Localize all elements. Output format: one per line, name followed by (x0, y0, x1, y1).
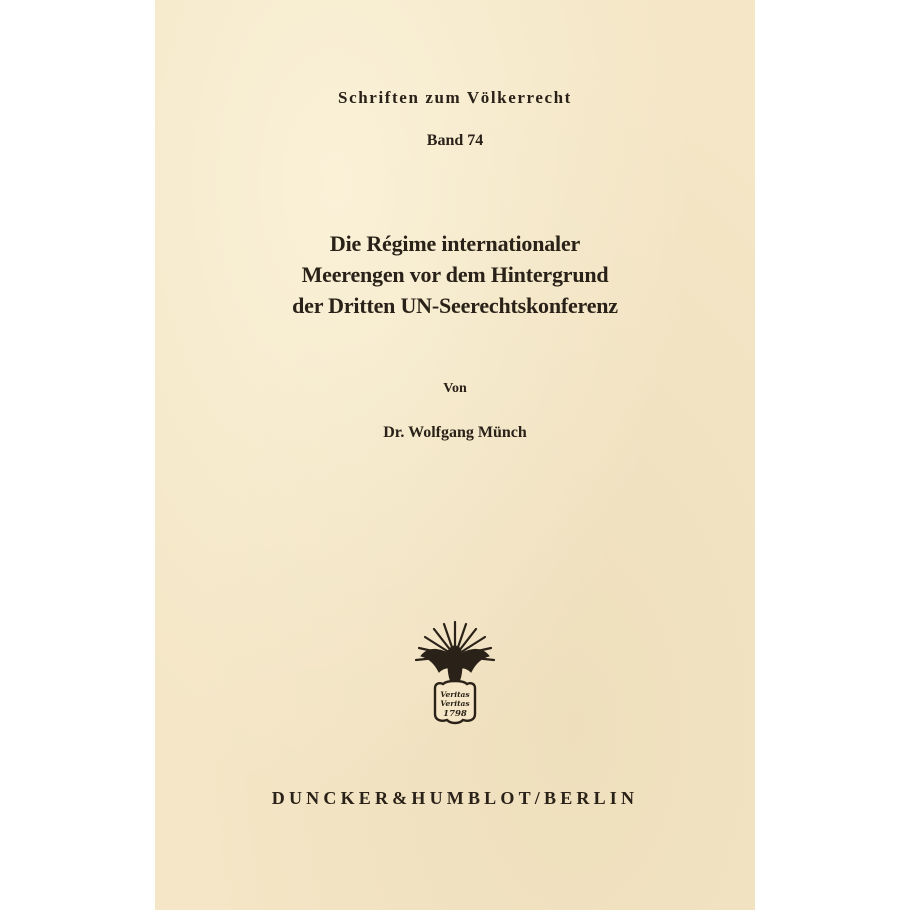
title-line: Meerengen vor dem Hintergrund (301, 262, 609, 287)
emblem-text-2: Veritas (440, 699, 470, 708)
book-title (155, 228, 755, 321)
book-cover (155, 0, 755, 910)
series-title: Schriften zum Völkerrecht (338, 88, 572, 107)
eagle-emblem-icon (413, 618, 497, 726)
publisher-imprint: DUNCKER&HUMBLOT/BERLIN (271, 788, 639, 808)
author-name: Dr. Wolfgang Münch (383, 424, 527, 441)
by-label: Von (443, 381, 467, 396)
title-line: Die Régime internationaler (329, 231, 581, 256)
emblem-text-1: Veritas (440, 690, 470, 699)
emblem-year: 1798 (443, 709, 467, 719)
volume-number: Band 74 (426, 132, 484, 149)
title-line: der Dritten UN-Seerechtskonferenz (292, 293, 618, 318)
